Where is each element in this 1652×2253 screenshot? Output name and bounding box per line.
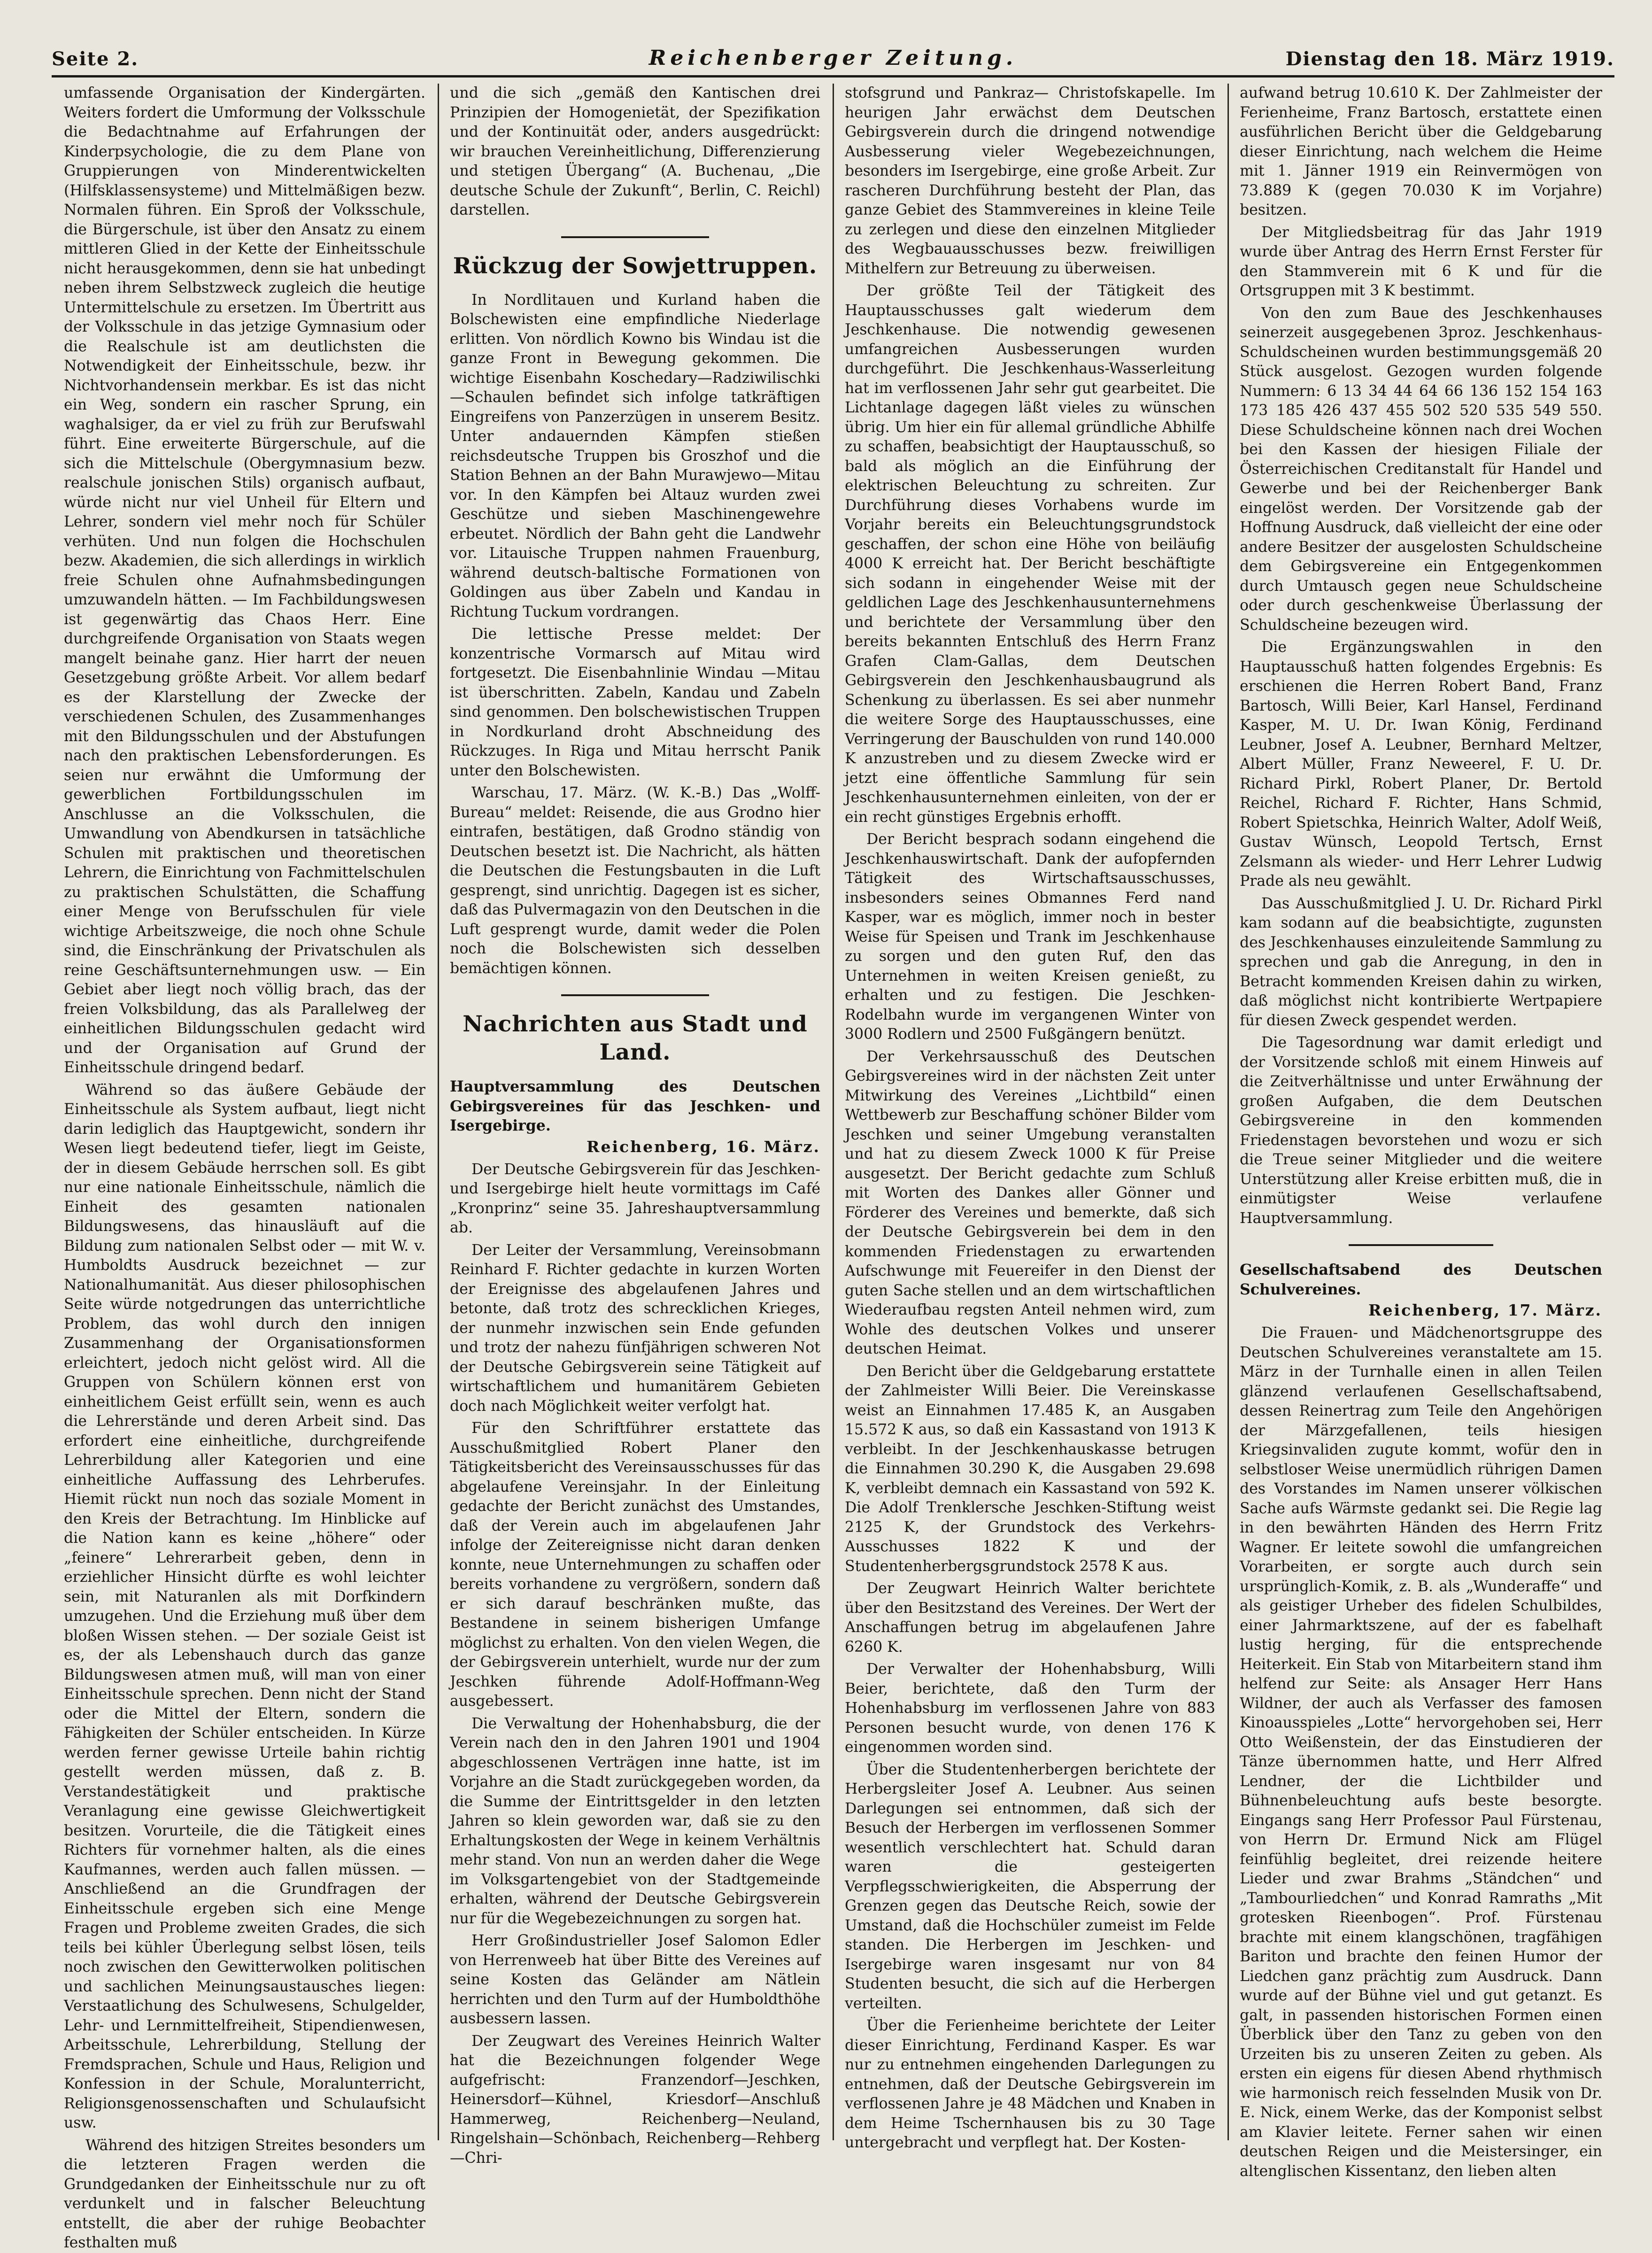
article-paragraph: Warschau, 17. März. (W. K.-B.) Das „Wolff-Bureau“ meldet: Reisende, die aus Grodno hier eintrafen, bestätigen, daß Grodno ständig von Deutschen besetzt ist. Die Nachricht, als hätten die Deutschen die Festungsbauten in die Luft gesprengt, sind unrichtig. Dagegen ist es sicher, daß das Pulvermagazin von den Deutschen in die Luft gesprengt wurde, damit weder die Polen noch die Bolschewisten sich desselben bemächtigen können. (450, 784, 820, 977)
page-number: Seite 2. (52, 48, 139, 70)
article-paragraph: Der Bericht besprach sodann eingehend die Jeschkenhauswirtschaft. Dank der aufopfernden Tätigkeit des Wirtschaftsausschusses, insbesonders seines Obmannes Ferd nand Kasper, war es möglich, immer noch in bester Weise für Speisen und Trank im Jeschkenhause zu sorgen und den guten Ruf, den das Unternehmen in weiten Kreisen genießt, zu erhalten und zu festigen. Die Jeschken-Rodelbahn wurde im vergangenen Winter von 3000 Rodlern und 2500 Fußgängern benützt. (845, 831, 1215, 1043)
column-3 (833, 84, 1227, 2151)
article-paragraph: und die sich „gemäß den Kantischen drei Prinzipien der Homogenietät, der Spezifikation und der Kontinuität oder, anders ausgedrückt: wir brauchen Vereinheitlichung, Differenzierung und stetigen Übergang“ (A. Buchenau, „Die deutsche Schule der Zukunft“, Berlin, C. Reichl) darstellen. (450, 85, 820, 218)
column-2 (438, 84, 833, 2167)
article-paragraph: Der Zeugwart des Vereines Heinrich Walter hat die Bezeichnungen folgender Wege aufgefrischt: Franzendorf—Jeschken, Heinersdorf—Kühnel, Kriesdorf—Anschluß Hammerweg, Reichenberg—Neuland, Ringelshain—Schönbach, Reichenberg—Rehberg—Chri- (450, 2032, 820, 2167)
article-paragraph: Der Verwalter der Hohenhabsburg, Willi Beier, berichtete, daß den Turm der Hohenhabsburg im verflossenen Jahre von 883 Personen besucht wurde, von denen 176 K eingenommen worden sind. (845, 1661, 1215, 1756)
dateline: Reichenberg, 17. März. (1368, 1301, 1602, 1319)
section-divider (561, 994, 710, 996)
article-paragraph: Herr Großindustrieller Josef Salomon Edler von Herrenweeb hat über Bitte des Vereines auf seine Kosten das Geländer am Nätlein herrichten und den Turm auf der Humboldthöhe ausbessern lassen. (450, 1932, 820, 2027)
article-paragraph: Der größte Teil der Tätigkeit des Hauptausschusses galt wiederum dem Jeschkenhause. Die notwendig gewesenen umfangreichen Ausbesserungen wurden durchgeführt. Die Jeschkenhaus-Wasserleitung hat im verflossenen Jahr sehr gut gearbeitet. Die Lichtanlage dagegen läßt vieles zu wünschen übrig. Um hier ein für allemal gründliche Abhilfe zu schaffen, beabsichtigt der Hauptausschuß, so bald als möglich an die Einführung der elektrischen Beleuchtung zu schreiten. Zur Durchführung dieses Vorhabens wurde im Vorjahr bereits ein Beleuchtungsgrundstock geschaffen, der schon eine Höhe von beiläufig 4000 K erreicht hat. Der Bericht beschäftigte sich sodann in eingehender Weise mit der geldlichen Lage des Jeschkenhausunternehmens und berichtete der Versammlung über den bereits bekannten Entschluß des Herrn Franz Grafen Clam-Gallas, dem Deutschen Gebirgsverein den Jeschkenhausbaugrund als Schenkung zu überlassen. Es sei aber nunmehr die weitere Sorge des Hauptausschusses, eine Verringerung der Bauschulden von rund 140.000 K anzustreben und zu diesem Zwecke wird er jetzt eine öffentliche Sammlung für sein Jeschkenhausunternehmen einleiten, von der er ein recht günstiges Ergebnis erhofft. (845, 282, 1215, 826)
article-paragraph: Den Bericht über die Geldgebarung erstattete der Zahlmeister Willi Beier. Die Vereinskasse weist an Einnahmen 17.485 K, an Ausgaben 15.572 K aus, so daß ein Kassastand von 1913 K verbleibt. In der Jeschkenhauskasse betrugen die Einnahmen 30.290 K, die Ausgaben 29.698 K, verbleibt demnach ein Kassastand von 592 K. Die Adolf Trenklersche Jeschken-Stiftung weist 2125 K, der Grundstock des Verkehrs-Ausschusses 1822 K und der Studentenherbergsgrundstock 2578 K aus. (845, 1363, 1215, 1575)
issue-date: Dienstag den 18. März 1919. (1285, 48, 1614, 70)
article-paragraph: Der Leiter der Versammlung, Vereinsobmann Reinhard F. Richter gedachte in kurzen Worten der Ereignisse des abgelaufenen Jahres und betonte, daß trotz des schrecklichen Krieges, der nunmehr inzwischen sein Ende gefunden und trotz der nahezu fünfjährigen schweren Not der Deutsche Gebirgsverein seine Tätigkeit auf wirtschaftlichem und humanitärem Gebieten doch nach Möglichkeit weiter verfolgt hat. (450, 1241, 820, 1415)
article-paragraph: Über die Studentenherbergen berichtete der Herbergsleiter Josef A. Leubner. Aus seinen Darlegungen sei entnommen, daß sich der Besuch der Herbergen im verflossenen Sommer wesentlich verschlechtert hat. Schuld daran waren die gesteigerten Verpflegsschwierigkeiten, die Absperrung der Grenzen gegen das Deutsche Reich, sowie der Umstand, daß die Hochschüler zumeist im Felde standen. Die Herbergen im Jeschken- und Isergebirge waren insgesamt nur von 84 Studenten besucht, die sich auf die Herbergen verteilten. (845, 1761, 1215, 2012)
section-title-stadt-und-land: Nachrichten aus Stadt und Land. (463, 1011, 808, 1065)
article-paragraph: umfassende Organisation der Kindergärten. Weiters fordert die Umformung der Volksschule die Bedachtnahme auf Erfahrungen der Kinderpsychologie, die zu dem Plane von Gruppierungen von Minderentwickelten (Hilfsklassensysteme) und Mittelmäßigen bezw. Normalen führen. Ein Sproß der Volksschule, die Bürgerschule, ist über den Ansatz zu einem mittleren Glied in der Kette der Einheitsschule nicht herausgekommen, denn sie hat unbedingt neben ihrem Selbstzweck zugleich die heutige Untermittelschule zu ersetzen. Im Übertritt aus der Volksschule in das jetzige Gymnasium oder die Realschule ist am deutlichsten die Notwendigkeit der Einheitsschule, bezw. ihr Nichtvorhandensein merkbar. Es ist das nicht ein Weg, sondern ein rascher Sprung, ein waghalsiger, da er viel zu früh zur Berufswahl führt. Eine erweiterte Bürgerschule, auf die sich die Mittelschule (Obergymnasium bezw. realschule jonischen Stils) organisch aufbaut, würde nicht nur viel Unheil für Eltern und Lehrer, sondern viel mehr noch für Schüler verhüten. Und nun folgen die Hochschulen bezw. Akademien, die sich allerdings in wirklich freie Schulen ohne Aufnahmsbedingungen umzuwandeln hätten. — Im Fachbildungswesen ist gegenwärtig das Chaos Herr. Eine durchgreifende Organisation von Staats wegen mangelt beinahe ganz. Hier harrt der neuen Gesetzgebung größte Arbeit. Vor allem bedarf es der Klarstellung der Zwecke der verschiedenen Schulen, des Zusammenhanges mit den Bildungsschulen und der Abstufungen nach den praktischen Lebensforderungen. Es seien nur erwähnt die Umformung der gewerblichen Fortbildungsschulen im Anschlusse an die Volksschulen, die Umwandlung von Abendkursen in tatsächliche Schulen mit praktischen und theoretischen Lehrern, die Einrichtung von Fachmittelschulen zu praktischen Schulstätten, die Schaffung einer Menge von Berufsschulen für viele wichtige Arbeitszweige, die noch ohne Schule sind, die Einschränkung der Privatschulen als reine Geschäftsunternehmungen usw. — Ein Gebiet aber liegt noch völlig brach, das der freien Volksbildung, das als Parallelweg der einheitlichen Bildungsschulen gedacht wird und der Organisation auf Grund der Einheitsschule dringend bedarf. (64, 85, 425, 1076)
article-paragraph: Der Mitgliedsbeitrag für das Jahr 1919 wurde über Antrag des Herrn Ernst Ferster für den Stammverein mit 6 K und für die Ortsgruppen mit 3 K bestimmt. (1240, 224, 1602, 299)
article-paragraph: Der Zeugwart Heinrich Walter berichtete über den Besitzstand des Vereines. Der Wert der Anschaffungen betrug im abgelaufenen Jahre 6260 K. (845, 1580, 1215, 1656)
article-paragraph: Die Ergänzungswahlen in den Hauptausschuß hatten folgendes Ergebnis: Es erschienen die Herren Robert Band, Franz Bartosch, Willi Beier, Karl Hansel, Ferdinand Kasper, M. U. Dr. Iwan König, Ferdinand Leubner, Josef A. Leubner, Bernhard Meltzer, Albert Müller, Franz Neweerel, F. U. Dr. Richard Pirkl, Robert Planer, Dr. Bertold Reichel, Richard F. Richter, Hans Schmid, Robert Spietschka, Heinrich Walter, Adolf Weiß, Gustav Wünsch, Leopold Tertsch, Ernst Zelsmann als wieder- und Herr Lehrer Ludwig Prade als neu gewählt. (1240, 639, 1602, 890)
article-paragraph: In Nordlitauen und Kurland haben die Bolschewisten eine empfindliche Niederlage erlitten. Von nördlich Kowno bis Windau ist die ganze Front in Bewegung gekommen. Die wichtige Eisenbahn Koschedary—Radziwilischki—Schaulen befindet sich infolge tatkräftigen Eingreifens von Panzerzügen in unserem Besitz. Unter andauernden Kämpfen stießen reichsdeutsche Truppen bis Groszhof und die Station Behnen an der Bahn Murawjewo—Mitau vor. In den Kämpfen bei Altauz wurden zwei Geschütze und sieben Maschinengewehre erbeutet. Nördlich der Bahn geht die Landwehr vor. Litauische Truppen nahmen Frauenburg, während deutsch-baltische Formationen von Goldingen aus über Zabeln und Kandau in Richtung Tuckum vordrangen. (450, 291, 820, 620)
column-1 (52, 84, 438, 2251)
article-paragraph: Das Ausschußmitglied J. U. Dr. Richard Pirkl kam sodann auf die beabsichtigte, zugunsten des Jeschkenhauses einzuleitende Sammlung zu sprechen und gab die Anregung, in den in Betracht kommenden Kreisen dahin zu wirken, daß möglichst nicht kontribierte Wertpapiere für diesen Zweck gespendet werden. (1240, 895, 1602, 1029)
article-subhead: Hauptversammlung des Deutschen Gebirgsvereines für das Jeschken- und Isergebirge. (450, 1078, 820, 1134)
text-columns (52, 84, 1614, 2251)
article-paragraph: Die Tagesordnung war damit erledigt und der Vorsitzende schloß mit einem Hinweis auf die Zeitverhältnisse und unter Erwähnung der großen Aufgaben, die dem Deutschen Gebirgsvereine in den kommenden Friedenstagen bevorstehen und wozu er sich die Treue seiner Mitglieder und die weitere Unterstützung aller Kreise erbitten muß, die in einmütigster Weise verlaufene Hauptversammlung. (1240, 1034, 1602, 1227)
article-paragraph: Für den Schriftführer erstattete das Ausschußmitglied Robert Planer den Tätigkeitsbericht des Vereinsausschusses für das abgelaufene Vereinsjahr. In der Einleitung gedachte der Bericht zunächst des Umstandes, daß der Verein auch im abgelaufenen Jahr infolge der Zeitereignisse nicht daran denken konnte, neue Unternehmungen zu schaffen oder bereits vorhandene zu vergrößern, sondern daß er sich darauf beschränken mußte, das Bestandene in seinem bisherigen Umfange möglichst zu erhalten. Von den vielen Wegen, die der Gebirgsverein unterhielt, wurde nur der zum Jeschken führende Adolf-Hoffmann-Weg ausgebessert. (450, 1420, 820, 1710)
article-paragraph: Über die Ferienheime berichtete der Leiter dieser Einrichtung, Ferdinand Kasper. Es war nur zu entnehmen eingehenden Darlegungen zu entnehmen, daß der Deutsche Gebirgsverein im verflossenen Jahre je 48 Mädchen und Knaben in dem Heime Tschernhausen bis zu 30 Tage untergebracht und verpflegt hat. Der Kosten- (845, 2017, 1215, 2151)
column-4 (1227, 84, 1614, 2180)
masthead (52, 45, 1614, 77)
article-paragraph: Der Deutsche Gebirgsverein für das Jeschken- und Isergebirge hielt heute vormittags im Café „Kronprinz“ seine 35. Jahreshauptversammlung ab. (450, 1161, 820, 1236)
dateline: Reichenberg, 16. März. (587, 1137, 820, 1156)
article-paragraph: Die Verwaltung der Hohenhabsburg, die der Verein nach den in den Jahren 1901 und 1904 abgeschlossenen Verträgen inne hatte, ist im Vorjahre an die Stadt zurückgegeben worden, da die Summe der Eintrittsgelder in den letzten Jahren so klein geworden war, daß sie zu den Erhaltungskosten der Wege in keinem Verhältnis mehr stand. Von nun an werden daher die Wege im Volksgartengebiet von der Stadtgemeinde erhalten, während der Deutsche Gebirgsverein nur für die Wegebezeichnungen zu sorgen hat. (450, 1715, 820, 1927)
section-divider (1349, 1244, 1494, 1246)
article-paragraph: Die Frauen- und Mädchenortsgruppe des Deutschen Schulvereines veranstaltete am 15. März in der Turnhalle einen in allen Teilen glänzend verlaufenen Gesellschaftsabend, dessen Reinertrag zum Teile den Angehörigen der Märzgefallenen, teils hiesigen Kriegsinvaliden zugute kommt, wofür den in selbstloser Weise unermüdlich rührigen Damen des Vorstandes im Namen unserer völkischen Sache aufs Wärmste gedankt sei. Die Regie lag in den bewährten Händen des Herrn Fritz Wagner. Er leitete sowohl die umfangreichen Vorarbeiten, er sorgte auch durch sein ursprünglich-Komik, z. B. als „Wunderaffe“ und als geistiger Urheber des fidelen Schulbildes, einer Jahrmarktszene, auf der es fabelhaft lustig herging, für die entsprechende Heiterkeit. Ein Stab von Mitarbeitern stand ihm helfend zur Seite: als Ansager Herr Hans Wildner, der auch als Verfasser des famosen Kinoausspieles „Lotte“ hervorgehoben sei, Herr Otto Weißenstein, der das Einstudieren der Tänze übernommen hatte, und Herr Alfred Lendner, der die Lichtbilder und Bühnenbeleuchtung aufs beste besorgte. Eingangs sang Herr Professor Paul Fürstenau, von Herrn Dr. Ermund Nick am Flügel feinfühlig begleitet, drei reizende heitere Lieder und zwar Brahms „Ständchen“ und „Tambourliedchen“ und Konrad Ramraths „Mit grotesken Rieenbogen“. Prof. Fürstenau brachte mit einem klangschönen, tragfähigen Bariton und brachte den feinen Humor der Liedchen ganz prächtig zum Ausdruck. Dann wurde auf der Bühne viel und gut getanzt. Es galt, in passenden historischen Formen einen Überblick über den Tanz zu geben von den Urzeiten bis zu unseren Zeiten zu geben. Als ersten ein eigens für diesen Abend rhythmisch wie harmonisch reich fesselnden Musik von Dr. E. Nick, einem Werke, das der Komponist selbst am Klavier leitete. Ferner sahen wir einen deutschen Reigen und die Meistersinger, ein altenglischen Kissentanz, den lieben alten (1240, 1324, 1602, 2180)
section-divider (561, 236, 710, 238)
article-paragraph: Von den zum Baue des Jeschkenhauses seinerzeit ausgegebenen 3proz. Jeschkenhaus-Schuldscheinen wurden bestimmungsgemäß 20 Stück ausgelost. Gezogen wurden folgende Nummern: 6 13 34 44 64 66 136 152 154 163 173 185 426 437 455 502 520 535 549 550. Diese Schuldscheine können nach drei Wochen bei den Kassen der hiesigen Filiale der Österreichischen Creditanstalt für Handel und Gewerbe und bei der Reichenberger Bank eingelöst werden. Der Vorsitzende gab der Hoffnung Ausdruck, daß vielleicht der eine oder andere Besitzer der ausgelosten Schuldscheine dem Gebirgsvereine ein Entgegenkommen durch Umtausch gegen neue Schuldscheine oder durch geschenkweise Überlassung der Schuldscheine bezeugen wird. (1240, 304, 1602, 634)
article-paragraph: Die lettische Presse meldet: Der konzentrische Vormarsch auf Mitau wird fortgesetzt. Die Eisenbahnlinie Windau —Mitau ist überschritten. Zabeln, Kandau und Zabeln sind genommen. Den bolschewistischen Truppen in Nordkurland droht Abschneidung des Rückzuges. In Riga und Mitau herrscht Panik unter den Bolschewisten. (450, 626, 820, 779)
headline-sowjettruppen: Rückzug der Sowjettruppen. (453, 253, 818, 279)
article-subhead: Gesellschaftsabend des Deutschen Schulvereines. (1240, 1261, 1602, 1298)
article-paragraph: Während so das äußere Gebäude der Einheitsschule als System aufbaut, liegt nicht darin lediglich das Hauptgewicht, sondern ihr Wesen liegt bedeutend tiefer, liegt im Geiste, der in diesem Gebäude herrschen soll. Es gibt nur eine nationale Einheitsschule, nämlich die Einheit des gesamten nationalen Bildungswesens, das hinausläuft auf die Bildung zum nationalen Selbst oder — mit W. v. Humboldts Ausdruck bezeichnet — zur Nationalhumanität. Aus dieser philosophischen Seite würde notgedrungen das unterrichtliche Problem, das wohl durch den innigen Zusammenhang der Organisationsformen erleichtert, jedoch nicht gelöst wird. All die Gruppen von Schülern können erst von einheitlichem Geist erfüllt sein, wenn es auch die Lehrerstände und deren Arbeit sind. Das erfordert eine einheitliche, durchgreifende Lehrerbildung aller Kategorien und eine einheitliche Auffassung des Lehrberufes. Hiemit rückt nun noch das soziale Moment in den Kreis der Betrachtung. Im Hinblicke auf die Nation kann es keine „höhere“ oder „feinere“ Lehrerarbeit geben, denn in erziehlicher Hinsicht dürfte es wohl leichter sein, mit Naturanlen als mit Dorfkindern umzugehen. Und die Erziehung muß über dem bloßen Wissen stehen. — Der soziale Geist ist es, der als Lebenshauch durch das ganze Bildungswesen atmen muß, will man von einer Einheitsschule sprechen. Denn nicht der Stand oder die Mittel der Eltern, sondern die Fähigkeiten der Schüler entscheiden. In Kürze werden ferner gewisse Urteile bahin richtig gestellt werden müssen, daß z. B. Verstandestätigkeit und praktische Veranlagung eine gewisse Gleichwertigkeit besitzen. Vorurteile, die die Tätigkeit eines Richters für vornehmer halten, als die eines Kaufmannes, werden auch fallen müssen. — Anschließend an die Grundfragen der Einheitsschule ergeben sich eine Menge Fragen und Probleme zweiten Grades, die sich teils bei kühler Überlegung selbst lösen, teils noch zwischen den Gewitterwolken politischen und sachlichen Meinungsaustausches liegen: Verstaatlichung des Schulwesens, Schulgelder, Lehr- und Lernmittelfreiheit, Stipendienwesen, Arbeitsschule, Lehrerbildung, Stellung der Fremdsprachen, Schule und Haus, Religion und Konfession in der Schule, Moralunterricht, Religionsgenossenschaften und Schulaufsicht usw. (64, 1081, 425, 2131)
article-paragraph: Während des hitzigen Streites besonders um die letzteren Fragen werden die Grundgedanken der Einheitsschule nur zu oft verdunkelt und in falscher Beleuchtung entstellt, die aber der ruhige Beobachter festhalten muß (64, 2137, 425, 2251)
article-paragraph: aufwand betrug 10.610 K. Der Zahlmeister der Ferienheime, Franz Bartosch, erstattete einen ausführlichen Bericht über die Geldgebarung dieser Einrichtung, nach welchem die Heime mit 1. Jänner 1919 ein Reinvermögen von 73.889 K (gegen 70.030 K im Vorjahre) besitzen. (1240, 85, 1602, 218)
article-paragraph: stofsgrund und Pankraz— Christofskapelle. Im heurigen Jahr erwächst dem Deutschen Gebirgsverein durch die dringend notwendige Ausbesserung vieler Wegebezeichnungen, besonders im Isergebirge, eine große Arbeit. Zur rascheren Durchführung besteht der Plan, das ganze Gebiet des Stammvereines in kleine Teile zu zerlegen und diese den einzelnen Mitglieder des Wegbauausschusses bezw. freiwilligen Mithelfern zur Betreuung zu überweisen. (845, 85, 1215, 277)
article-paragraph: Der Verkehrsausschuß des Deutschen Gebirgsvereines wird in der nächsten Zeit unter Mitwirkung des Vereines „Lichtbild“ einen Wettbewerb zur Beschaffung schöner Bilder vom Jeschken und seiner Umgebung veranstalten und hat zu diesem Zweck 1000 K für Preise ausgesetzt. Der Bericht gedachte zum Schluß mit Worten des Dankes aller Gönner und Förderer des Vereines und bemerkte, daß sich der Deutsche Gebirgsverein bei dem in den kommenden Friedenstagen zu erwartenden Aufschwunge mit Feuereifer in den Dienst der guten Sache stellen und an dem wirtschaftlichen Wiederaufbau regsten Anteil nehmen wird, zum Wohle des deutschen Volkes und unserer deutschen Heimat. (845, 1048, 1215, 1357)
newspaper-title: Reichenberger Zeitung. (648, 46, 1018, 70)
